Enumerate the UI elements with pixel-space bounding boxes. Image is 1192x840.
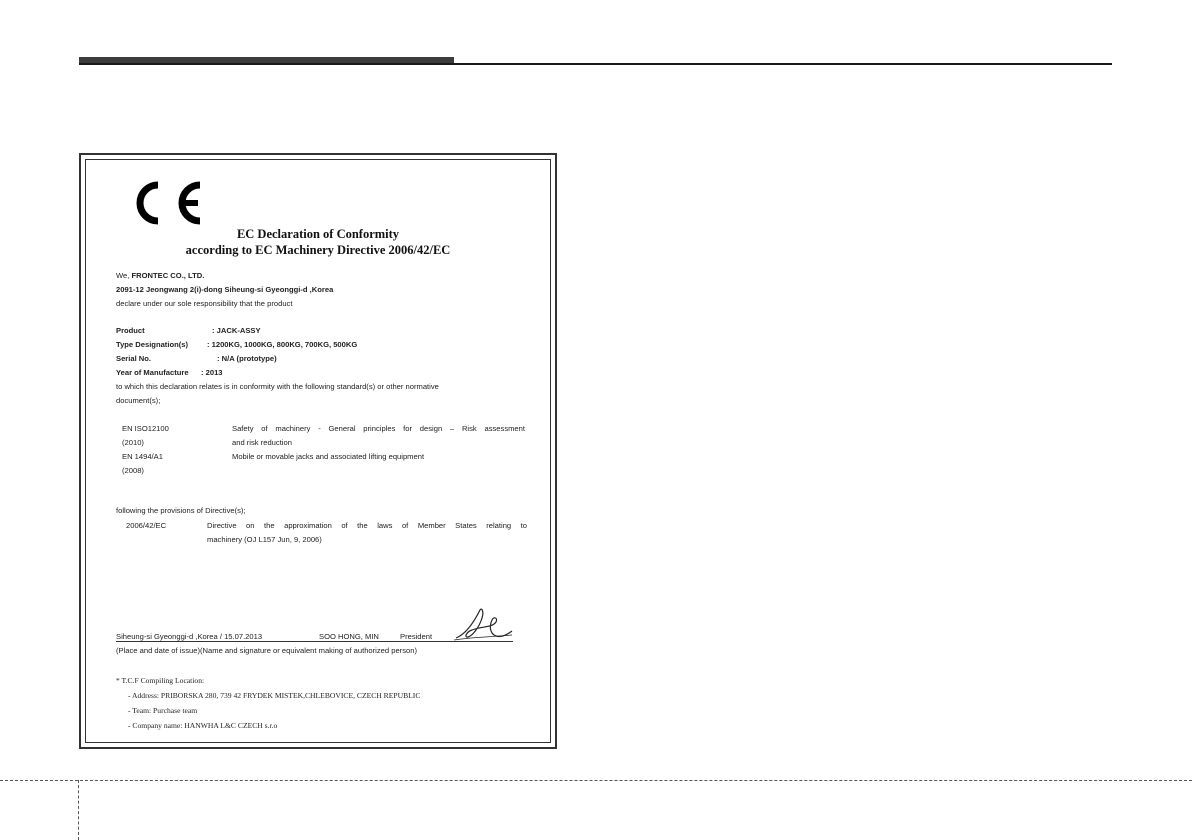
header-rule [79, 63, 1112, 65]
we-prefix: We, [116, 271, 130, 280]
type-designation-label: Type Designation(s) [116, 340, 189, 349]
tcf-team: - Team: Purchase team [128, 706, 198, 715]
footer-dashed-divider [78, 780, 79, 840]
year-value: : 2013 [201, 368, 223, 377]
provisions-label: following the provisions of Directive(s); [116, 506, 246, 515]
directive-description: Directive on the approximation of the laws of Member States relating to [207, 521, 527, 530]
document-content [86, 160, 550, 742]
serial-label: Serial No. [116, 354, 152, 363]
tcf-heading: * T.C.F Compiling Location: [116, 676, 205, 685]
serial-value: : N/A (prototype) [217, 354, 277, 363]
title-line-1: EC Declaration of Conformity [236, 227, 400, 241]
declare-statement: declare under our sole responsibility that the product [116, 299, 293, 308]
company-address: 2091-12 Jeongwang 2(i)-dong Siheung-si Gyeonggi-d ,Korea [116, 285, 334, 294]
signature-caption: (Place and date of issue)(Name and signature or equivalent making of authorized person) [116, 646, 417, 655]
declaration-title [86, 226, 550, 258]
product-label: Product [116, 326, 145, 335]
tcf-company: - Company name: HANWHA L&C CZECH s.r.o [128, 721, 278, 730]
declaration-document [79, 153, 557, 749]
company-line [116, 271, 204, 281]
signatory-title: President [400, 632, 433, 641]
signatory-name: SOO HONG, MIN [319, 632, 379, 641]
standard-description: Mobile or movable jacks and associated lifting equipment [232, 452, 425, 461]
year-label: Year of Manufacture [116, 368, 189, 377]
standard-description-cont: and risk reduction [232, 438, 292, 447]
tcf-address: - Address: PRIBORSKA 280, 739 42 FRYDEK MISTEK,CHLEBOVICE, CZECH REPUBLIC [128, 691, 421, 700]
standard-year: (2008) [122, 466, 144, 475]
company-name: FRONTEC CO., LTD. [131, 271, 205, 280]
type-designation-value: : 1200KG, 1000KG, 800KG, 700KG, 500KG [207, 340, 358, 349]
standard-year: (2010) [122, 438, 144, 447]
title-line-2: according to EC Machinery Directive 2006/42/EC [185, 243, 451, 257]
footer-dashed-rule [0, 780, 1192, 781]
document-inner-border [85, 159, 551, 743]
standard-description: Safety of machinery - General principles for design – Risk assessment [232, 424, 525, 433]
conformity-line-2: document(s); [116, 396, 161, 405]
conformity-line-1: to which this declaration relates is in conformity with the following standard(s) or other normative [116, 382, 439, 391]
directive-description-cont: machinery (OJ L157 Jun, 9, 2006) [207, 535, 322, 544]
ce-mark-icon [122, 178, 206, 228]
standard-code: EN 1494/A1 [122, 452, 163, 461]
directive-code: 2006/42/EC [126, 521, 167, 530]
signature-icon [452, 604, 514, 644]
standard-code: EN ISO12100 [122, 424, 169, 433]
product-value: : JACK-ASSY [212, 326, 261, 335]
issue-place-date: Siheung-si Gyeonggi-d ,Korea / 15.07.2013 [116, 632, 263, 641]
